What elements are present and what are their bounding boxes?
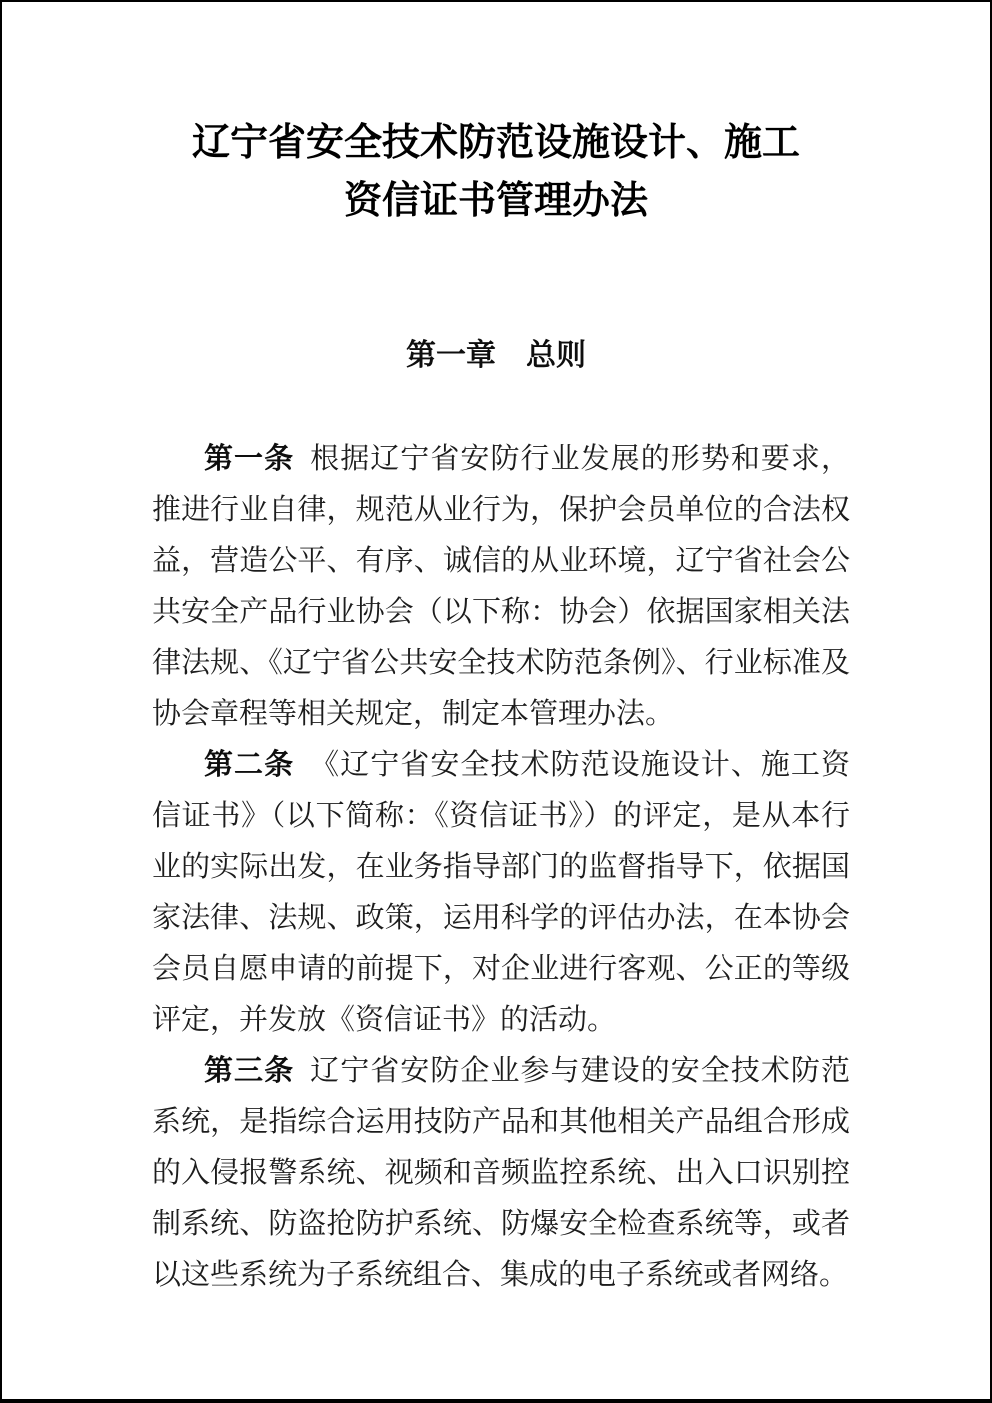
document-title [2, 114, 990, 230]
article-2-text: 《辽宁省安全技术防范设施设计、施工资信证书》（以下简称：《资信证书》）的评定，是从本行业的实际出发，在业务指导部门的监督指导下，依据国家法律、法规、政策，运用科学的评估办法，在本协会会员自愿申请的前提下，对企业进行客观、公正的等级评定，并发放《资信证书》的活动。 [152, 749, 850, 1036]
document-body [152, 434, 850, 1301]
title-line-1: 辽宁省安全技术防范设施设计、施工 [191, 122, 800, 164]
article-3-label: 第三条 [204, 1055, 295, 1087]
article-3-text: 辽宁省安防企业参与建设的安全技术防范系统，是指综合运用技防产品和其他相关产品组合形成的入侵报警系统、视频和音频监控系统、出入口识别控制系统、防盗抢防护系统、防爆安全检查系统等，或者以这些系统为子系统组合、集成的电子系统或者网络。 [152, 1055, 850, 1291]
article-paragraph-1 [152, 434, 850, 740]
article-1-label: 第一条 [204, 443, 295, 475]
title-line-2: 资信证书管理办法 [343, 180, 648, 222]
article-1-text: 根据辽宁省安防行业发展的形势和要求，推进行业自律，规范从业行为，保护会员单位的合法权益，营造公平、有序、诚信的从业环境，辽宁省社会公共安全产品行业协会（以下称：协会）依据国家相关法律法规、《辽宁省公共安全技术防范条例》、行业标准及协会章程等相关规定，制定本管理办法。 [152, 443, 850, 730]
chapter-heading: 第一章 总则 [406, 339, 586, 372]
article-2-label: 第二条 [204, 749, 295, 781]
article-paragraph-2 [152, 740, 850, 1046]
article-paragraph-3 [152, 1046, 850, 1301]
